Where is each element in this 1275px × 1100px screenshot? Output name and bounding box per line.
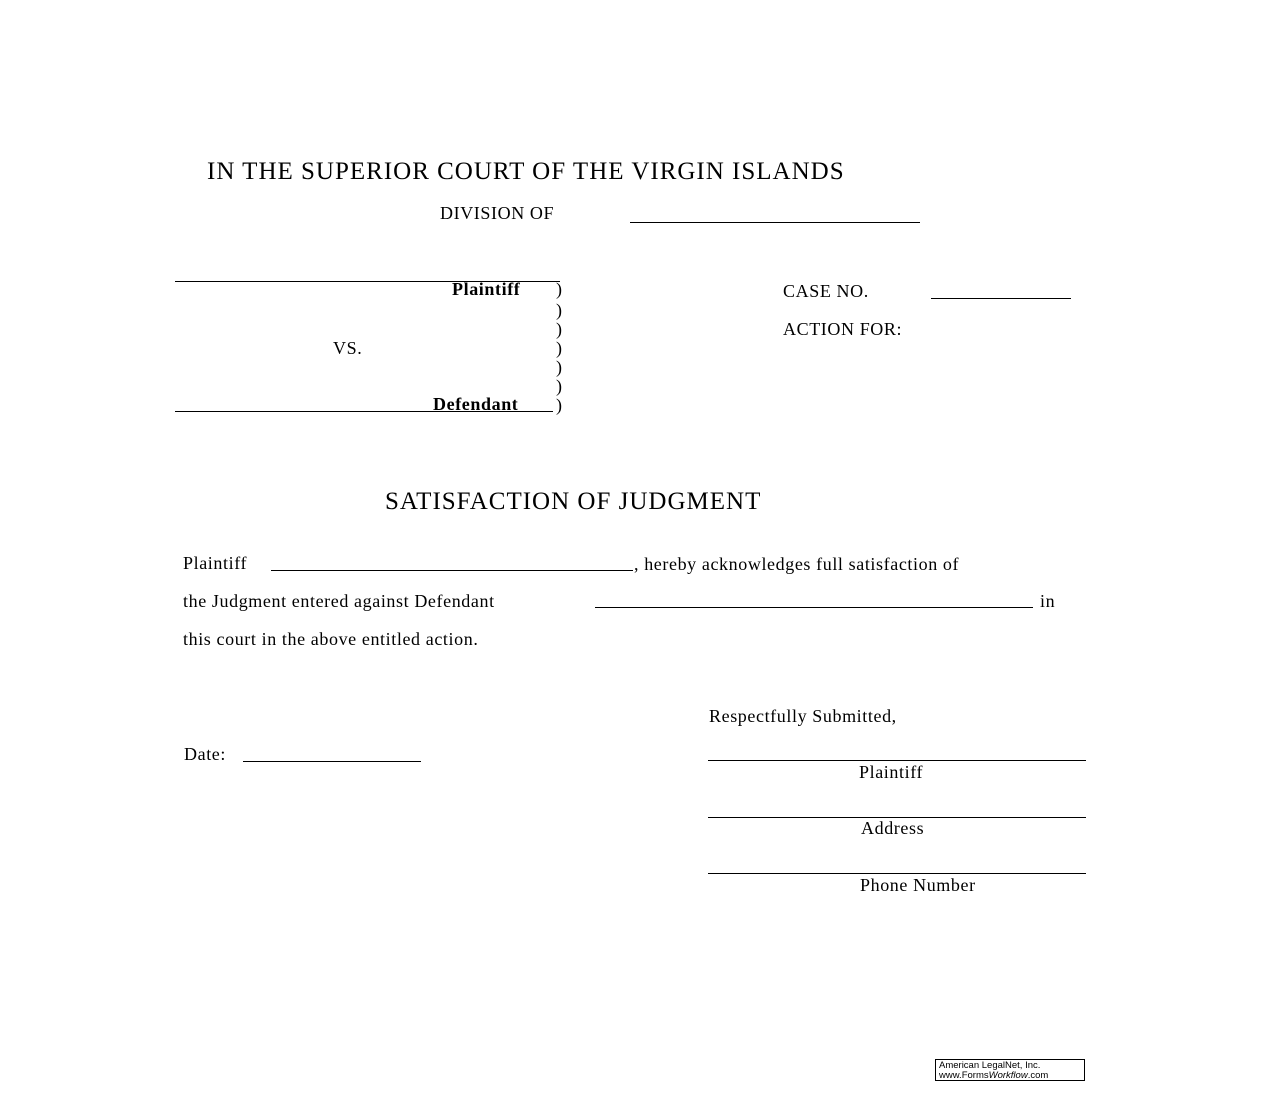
plaintiff-label: Plaintiff	[452, 279, 521, 299]
body-line1: , hereby acknowledges full satisfaction of	[634, 554, 960, 574]
body-line3: this court in the above entitled action.	[183, 629, 479, 649]
bracket: )	[556, 357, 562, 377]
body-plaintiff-blank[interactable]	[271, 570, 633, 571]
bracket: )	[556, 376, 562, 396]
case-no-label: CASE NO.	[783, 281, 869, 301]
division-blank[interactable]	[630, 222, 920, 223]
body-plaintiff: Plaintiff	[183, 553, 248, 573]
respectfully-submitted: Respectfully Submitted,	[709, 706, 897, 726]
footer-url	[939, 1071, 1084, 1081]
footer-logo	[935, 1059, 1085, 1081]
phone-label: Phone Number	[860, 875, 976, 895]
case-no-blank[interactable]	[931, 298, 1071, 299]
defendant-label: Defendant	[433, 394, 519, 414]
bracket: )	[556, 300, 562, 320]
court-heading: IN THE SUPERIOR COURT OF THE VIRGIN ISLANDS	[207, 158, 845, 185]
body-in: in	[1040, 591, 1056, 611]
division-label: DIVISION OF	[440, 203, 555, 223]
plaintiff-signature-blank[interactable]	[708, 760, 1086, 761]
body-line2: the Judgment entered against Defendant	[183, 591, 495, 611]
footer-url-part: Workflow	[988, 1070, 1028, 1081]
defendant-name-blank[interactable]	[175, 411, 553, 412]
date-blank[interactable]	[243, 761, 421, 762]
date-label: Date:	[184, 744, 226, 764]
bracket: )	[556, 279, 562, 299]
footer-company: American LegalNet, Inc.	[939, 1060, 1041, 1071]
footer-url-part: .com	[1027, 1070, 1049, 1081]
body-defendant-blank[interactable]	[595, 607, 1033, 608]
plaintiff-signature-label: Plaintiff	[859, 762, 924, 782]
footer-url-part: www.Forms	[939, 1070, 989, 1081]
address-label: Address	[861, 818, 925, 838]
vs-label: VS.	[333, 338, 363, 358]
document-title: SATISFACTION OF JUDGMENT	[385, 488, 762, 515]
bracket: )	[556, 395, 562, 415]
phone-blank[interactable]	[708, 873, 1086, 874]
bracket: )	[556, 319, 562, 339]
action-for-label: ACTION FOR:	[783, 319, 903, 339]
bracket: )	[556, 338, 562, 358]
